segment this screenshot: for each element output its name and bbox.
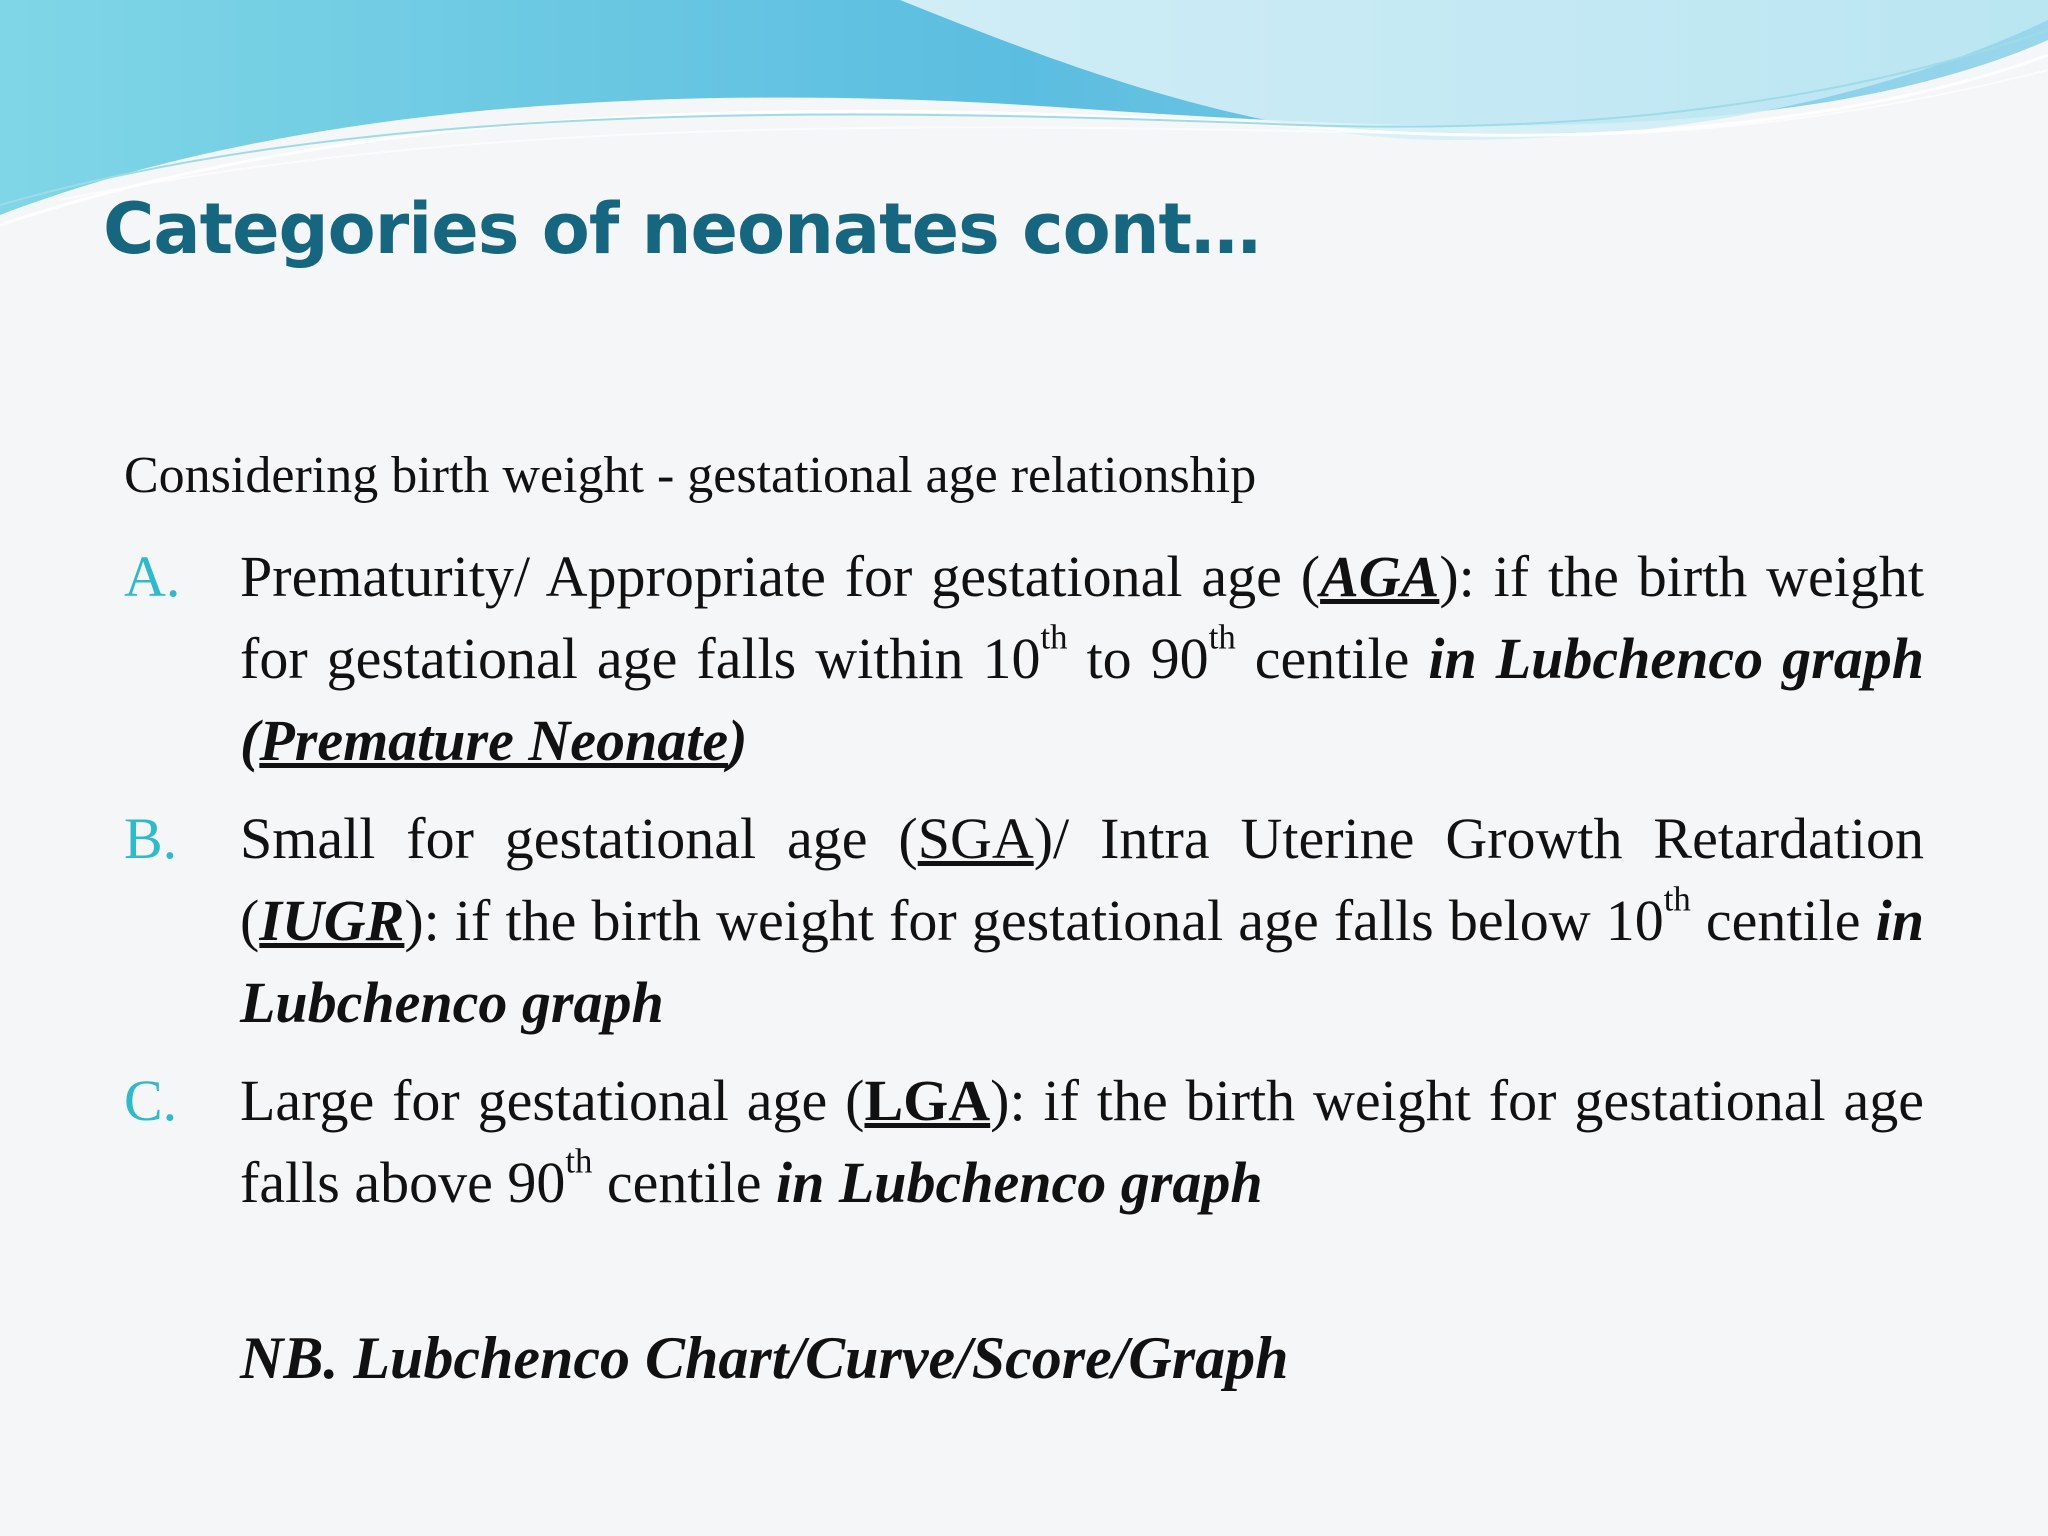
text-segment: Prematurity/ Appropriate for gestational age ( — [240, 544, 1321, 609]
nb-note: NB. Lubchenco Chart/Curve/Score/Graph — [240, 1325, 1289, 1391]
text-segment: ) — [728, 708, 748, 773]
text-segment: ): if the birth weight for gestational age falls above 90 — [240, 1068, 1924, 1215]
superscript: th — [1040, 617, 1068, 657]
graph-reference: in Lubchenco graph — [240, 888, 1924, 1035]
abbreviation: IUGR — [259, 888, 405, 953]
text-segment: ): if the birth weight for gestational age falls below 10 — [404, 888, 1664, 953]
text-segment: Small for gestational age ( — [240, 806, 918, 871]
abbreviation-text: SGA — [917, 806, 1034, 871]
graph-reference: in Lubchenco graph — [776, 1150, 1263, 1215]
list-marker: B. — [124, 806, 178, 871]
text-segment: centile — [1235, 626, 1429, 691]
category-list — [124, 536, 1924, 1240]
list-item-text — [240, 798, 1924, 1044]
superscript: th — [565, 1141, 593, 1181]
text-segment: Large for gestational age ( — [240, 1068, 865, 1133]
abbreviation: LGA — [864, 1068, 991, 1133]
list-item-aga — [124, 536, 1924, 782]
slide-title: Categories of neonates cont… — [103, 188, 1261, 270]
text-segment: centile — [1690, 888, 1876, 953]
list-marker: C. — [124, 1068, 178, 1133]
superscript: th — [1208, 617, 1236, 657]
abbreviation — [918, 806, 1034, 871]
list-item-lga — [124, 1060, 1924, 1224]
list-item-text — [240, 1060, 1924, 1224]
category-note: Premature Neonate — [259, 708, 729, 773]
text-segment: )/ Intra Uterine Growth Retardation ( — [240, 806, 1925, 953]
text-segment: to 90 — [1067, 626, 1209, 691]
list-item-sga — [124, 798, 1924, 1044]
intro-text: Considering birth weight - gestational age relationship — [124, 447, 1257, 504]
superscript: th — [1663, 879, 1691, 919]
graph-reference: in Lubchenco graph ( — [240, 626, 1924, 773]
list-item-text — [240, 536, 1924, 782]
text-segment: centile — [592, 1150, 776, 1215]
text-segment: ): if the birth weight for gestational age falls within 10 — [240, 544, 1924, 691]
list-marker: A. — [124, 544, 181, 609]
abbreviation: AGA — [1320, 544, 1440, 609]
